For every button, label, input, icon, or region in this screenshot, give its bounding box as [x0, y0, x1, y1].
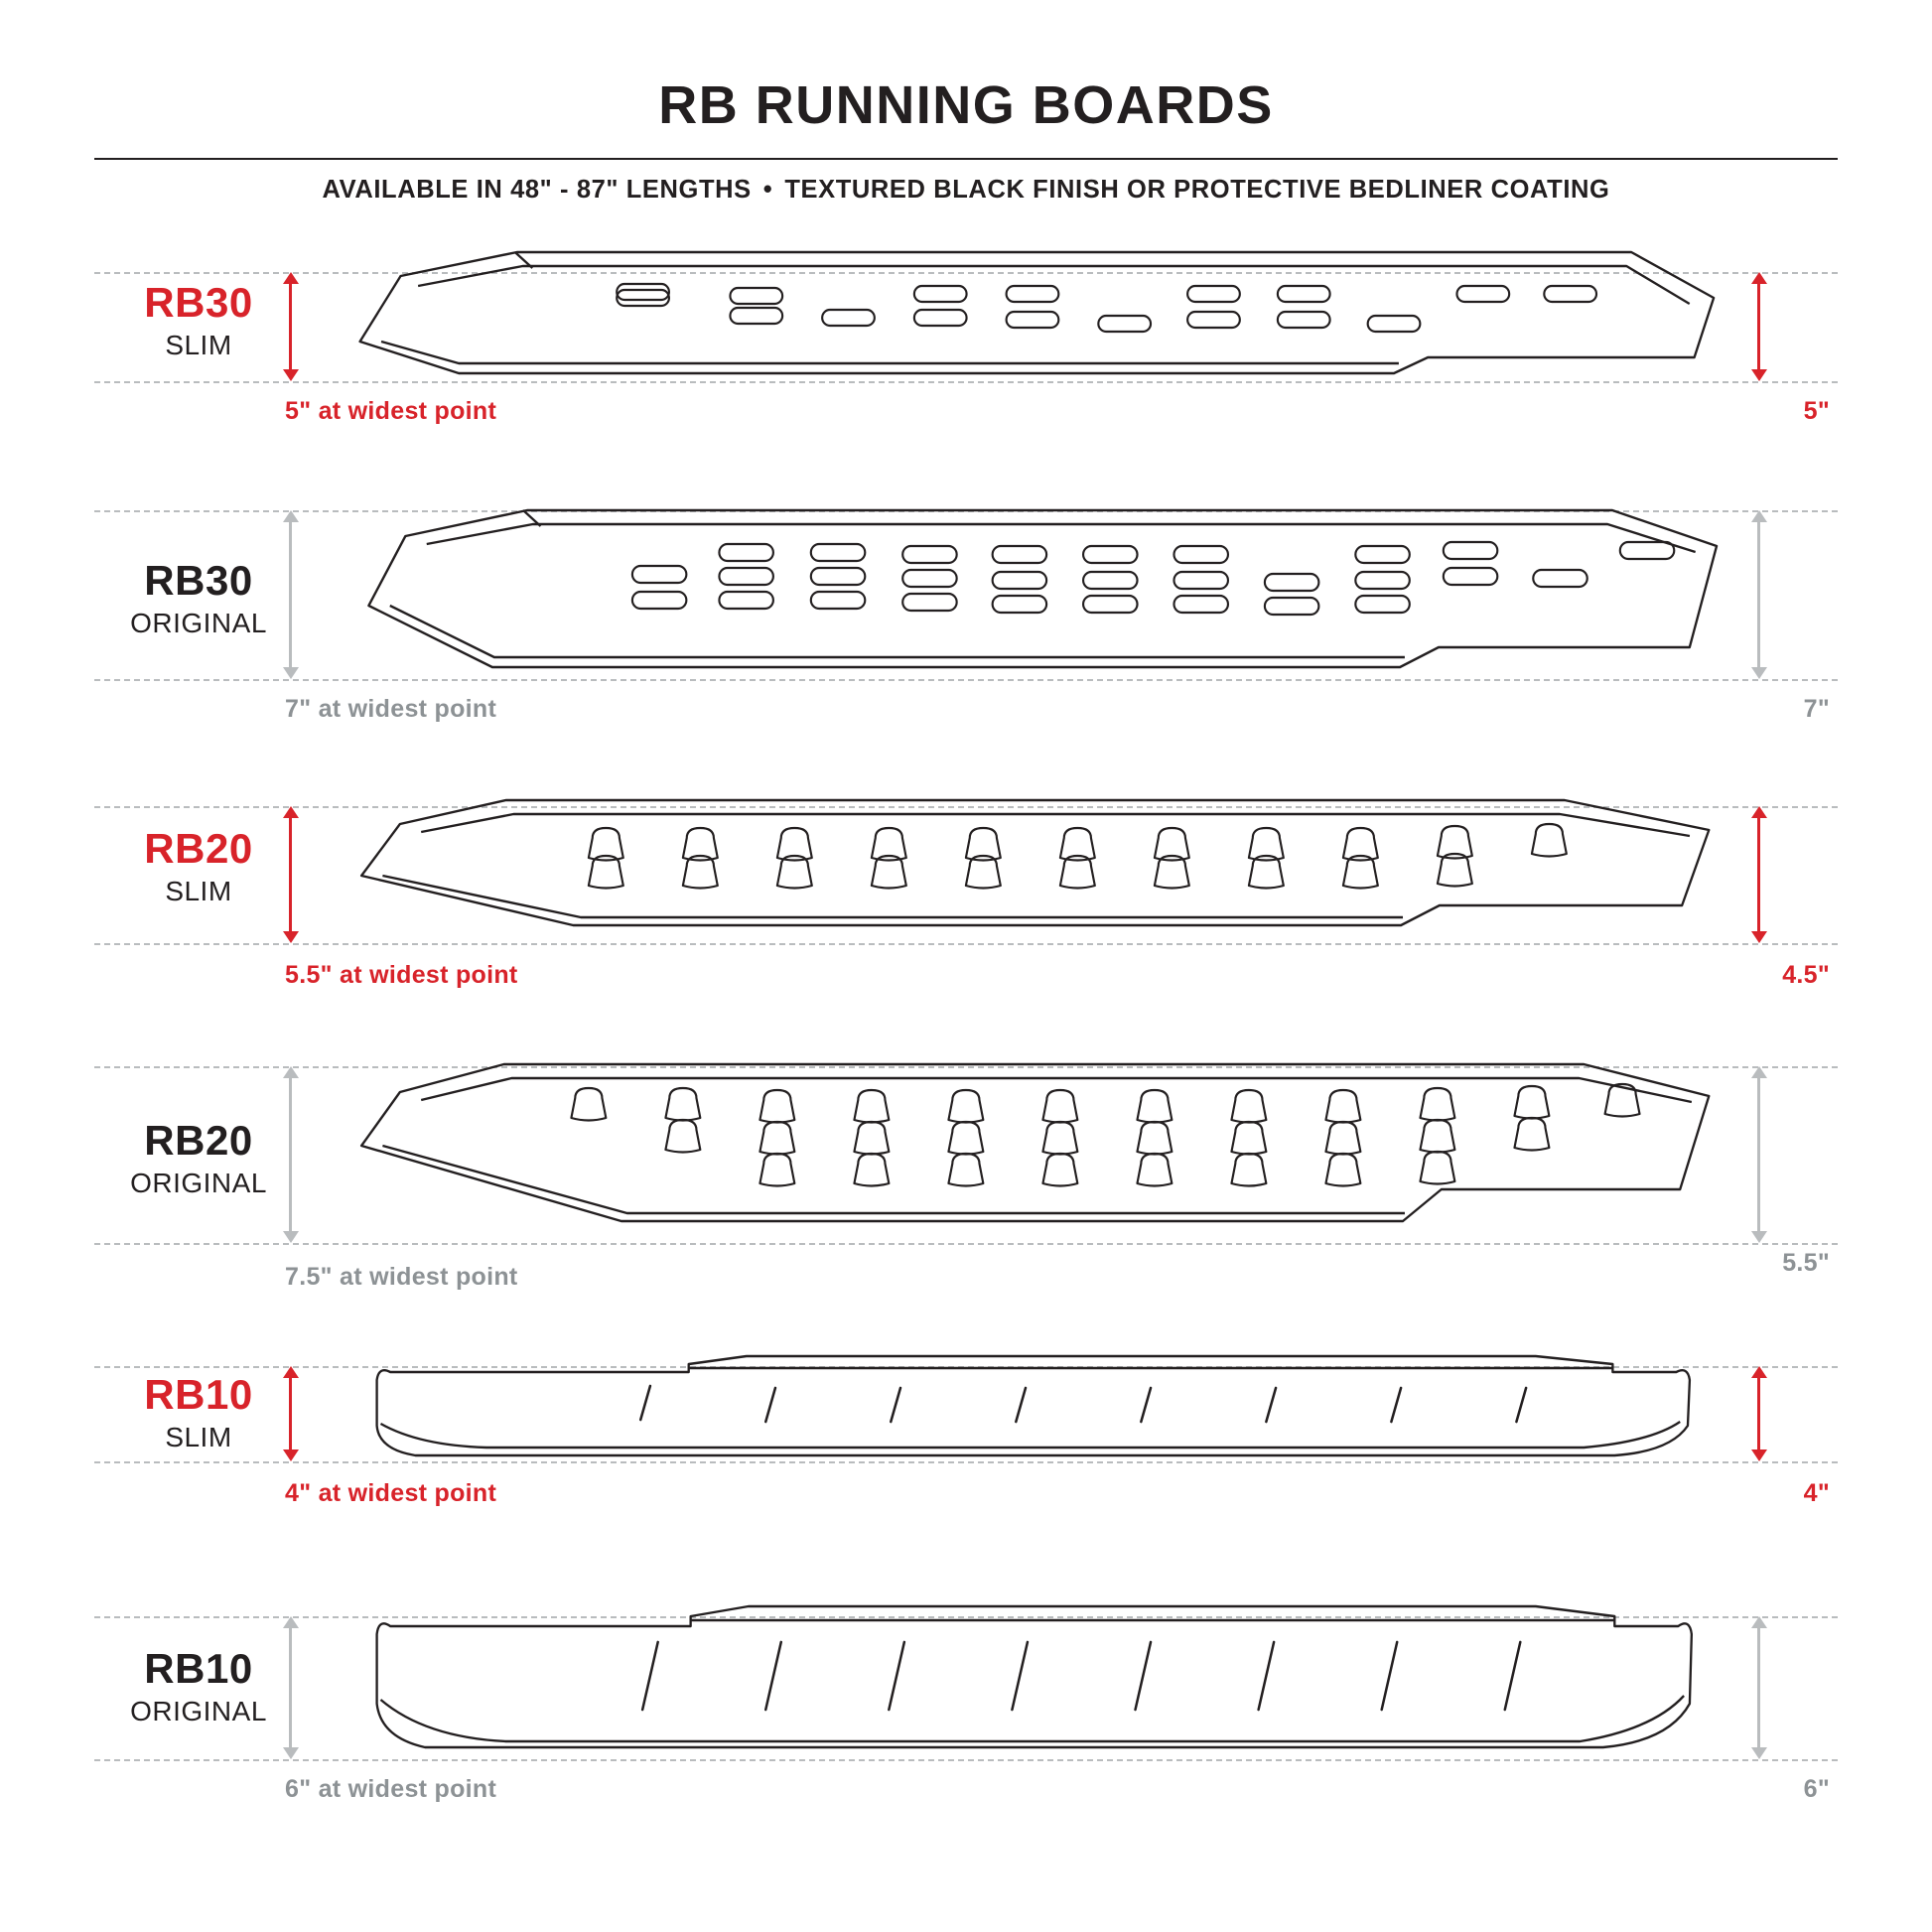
height-arrow-right [1758, 1066, 1760, 1243]
height-arrow-right [1758, 510, 1760, 679]
row-rb20-original [94, 1042, 1838, 1340]
variant-name: SLIM [165, 329, 232, 360]
variant-name: ORIGINAL [130, 1167, 267, 1198]
page-title: RB RUNNING BOARDS [658, 75, 1274, 135]
label-rb10-slim [104, 1370, 293, 1454]
height-caption: 7" [1803, 694, 1830, 723]
width-caption: 7" at widest point [285, 694, 497, 723]
height-caption: 5.5" [1782, 1248, 1830, 1277]
model-name: RB30 [144, 556, 253, 604]
height-arrow-left [290, 272, 292, 381]
height-arrow-right [1758, 1616, 1760, 1759]
header [94, 0, 1838, 205]
width-caption: 4" at widest point [285, 1478, 497, 1507]
height-arrow-left [290, 1066, 292, 1243]
height-arrow-left [290, 1616, 292, 1759]
model-name: RB10 [144, 1370, 253, 1418]
board-art-rb10-slim [333, 1342, 1719, 1476]
height-arrow-right [1758, 806, 1760, 943]
model-name: RB20 [144, 824, 253, 872]
width-caption: 5" at widest point [285, 396, 497, 425]
height-arrow-left [290, 806, 292, 943]
model-name: RB20 [144, 1116, 253, 1164]
height-caption: 4" [1803, 1478, 1830, 1507]
label-rb10-original [104, 1644, 293, 1728]
variant-name: SLIM [165, 875, 232, 906]
board-art-rb20-original [333, 1042, 1719, 1256]
variant-name: ORIGINAL [130, 607, 267, 638]
row-rb20-slim [94, 776, 1838, 1042]
width-caption: 6" at widest point [285, 1774, 497, 1803]
subtitle-finish: TEXTURED BLACK FINISH OR PROTECTIVE BEDLINER COATING [784, 175, 1610, 204]
height-arrow-left [290, 510, 292, 679]
subtitle-separator: • [762, 175, 773, 204]
subtitle-lengths: AVAILABLE IN 48" - 87" LENGTHS [322, 175, 752, 204]
row-rb30-slim [94, 240, 1838, 488]
variant-name: ORIGINAL [130, 1695, 267, 1726]
height-arrow-left [290, 1366, 292, 1461]
board-art-rb30-slim [343, 246, 1719, 390]
board-art-rb30-original [347, 488, 1719, 692]
board-art-rb20-slim [333, 780, 1719, 959]
model-name: RB30 [144, 278, 253, 326]
model-name: RB10 [144, 1644, 253, 1692]
height-arrow-right [1758, 272, 1760, 381]
height-caption: 6" [1803, 1774, 1830, 1803]
label-rb20-slim [104, 824, 293, 908]
label-rb30-slim [104, 278, 293, 362]
subtitle [94, 160, 1838, 205]
width-caption: 7.5" at widest point [285, 1262, 518, 1291]
width-caption: 5.5" at widest point [285, 960, 518, 989]
row-rb10-original [94, 1590, 1838, 1849]
board-rows [94, 240, 1838, 1849]
height-arrow-right [1758, 1366, 1760, 1461]
height-caption: 4.5" [1782, 960, 1830, 989]
label-rb20-original [104, 1116, 293, 1200]
board-art-rb10-original [333, 1592, 1719, 1773]
height-caption: 5" [1803, 396, 1830, 425]
variant-name: SLIM [165, 1421, 232, 1452]
row-rb10-slim [94, 1340, 1838, 1590]
row-rb30-original [94, 488, 1838, 776]
label-rb30-original [104, 556, 293, 640]
